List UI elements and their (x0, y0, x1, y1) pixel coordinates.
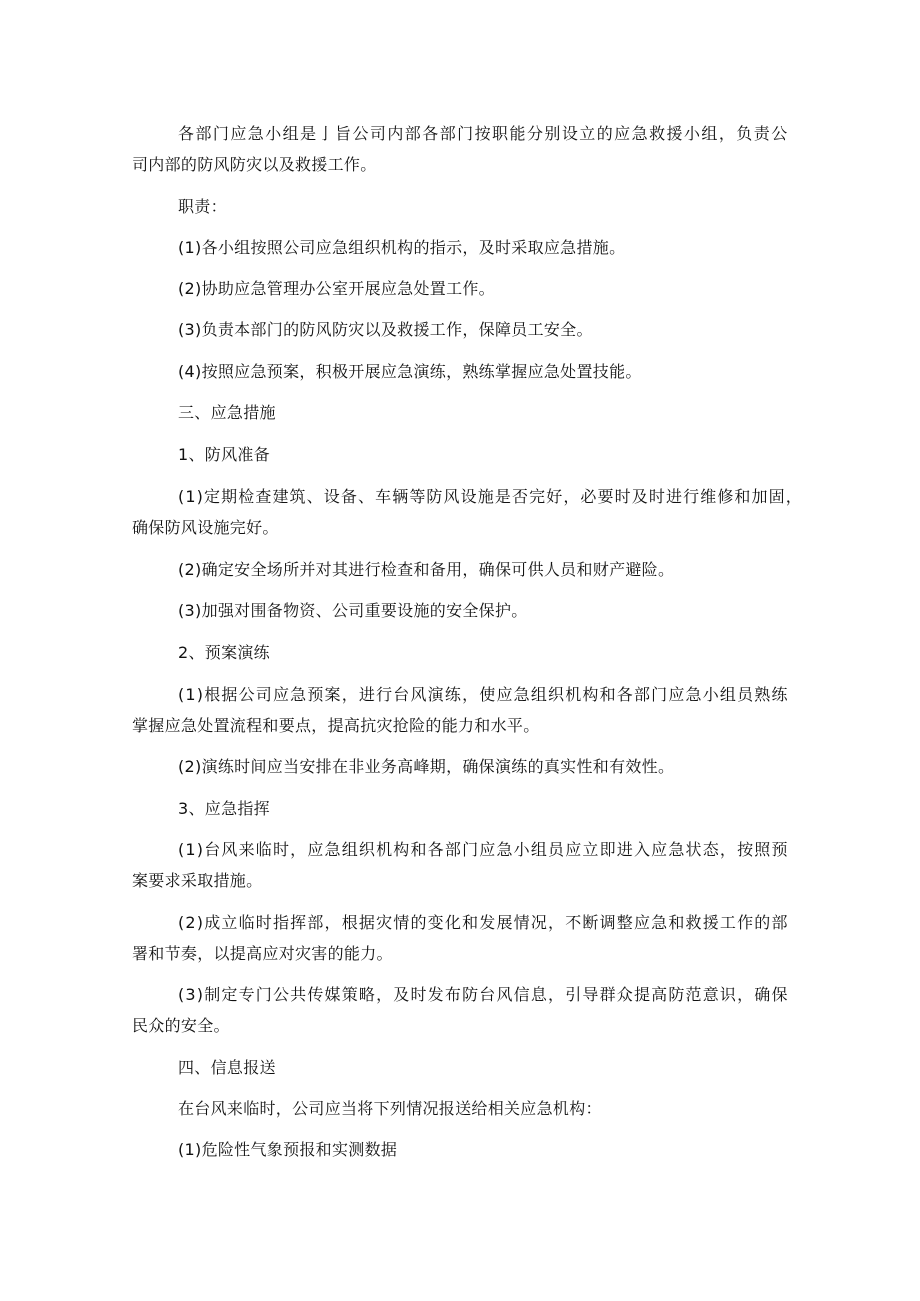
paragraph-line: 3、应急指挥 (178, 799, 270, 818)
paragraph-continuation-line: 司内部的防风防灾以及救援工作。 (132, 155, 377, 174)
paragraph-line: (2)协助应急管理办公室开展应急处置工作。 (178, 279, 495, 298)
paragraph-line: 在台风来临时，公司应当将下列情况报送给相关应急机构： (178, 1099, 602, 1118)
paragraph-line: (2)演练时间应当安排在非业务高峰期，确保演练的真实性和有效性。 (178, 757, 675, 776)
paragraph-line: (3)制定专门公共传媒策略，及时发布防台风信息，引导群众提高防范意识，确保 (178, 985, 789, 1004)
paragraph-line: (1)危险性气象预报和实测数据 (178, 1140, 398, 1159)
paragraph-line: (2)确定安全场所并对其进行检查和备用，确保可供人员和财产避险。 (178, 560, 675, 579)
paragraph-line: (1)台风来临时，应急组织机构和各部门应急小组员应立即进入应急状态，按照预 (178, 840, 789, 859)
paragraph-line: 三、应急措施 (178, 403, 276, 422)
paragraph-line: 四、信息报送 (178, 1058, 276, 1077)
paragraph-line: 职责： (178, 197, 227, 216)
paragraph-continuation-line: 民众的安全。 (132, 1016, 230, 1035)
paragraph-line: 2、预案演练 (178, 643, 270, 662)
paragraph-continuation-line: 确保防风设施完好。 (132, 518, 279, 537)
paragraph-line: 各部门应急小组是亅旨公司内部各部门按职能分别设立的应急救援小组，负责公 (178, 124, 789, 143)
paragraph-line: (4)按照应急预案，积极开展应急演练，熟练掌握应急处置技能。 (178, 362, 642, 381)
paragraph-continuation-line: 掌握应急处置流程和要点，提高抗灾抢险的能力和水平。 (132, 716, 540, 735)
paragraph-continuation-line: 署和节奏，以提高应对灾害的能力。 (132, 944, 393, 963)
paragraph-line: (1)定期检查建筑、设备、车辆等防风设施是否完好，必要时及时进行维修和加固， (178, 487, 803, 506)
paragraph-line: (2)成立临时指挥部，根据灾情的变化和发展情况，不断调整应急和救援工作的部 (178, 913, 789, 932)
paragraph-continuation-line: 案要求采取措施。 (132, 871, 263, 890)
paragraph-line: (1)各小组按照公司应急组织机构的指示，及时采取应急措施。 (178, 238, 626, 257)
paragraph-line: (3)加强对围备物资、公司重要设施的安全保护。 (178, 601, 528, 620)
paragraph-line: (1)根据公司应急预案，进行台风演练，使应急组织机构和各部门应急小组员熟练 (178, 685, 789, 704)
paragraph-line: 1、防风准备 (178, 445, 270, 464)
paragraph-line: (3)负责本部门的防风防灾以及救援工作，保障员工安全。 (178, 320, 593, 339)
